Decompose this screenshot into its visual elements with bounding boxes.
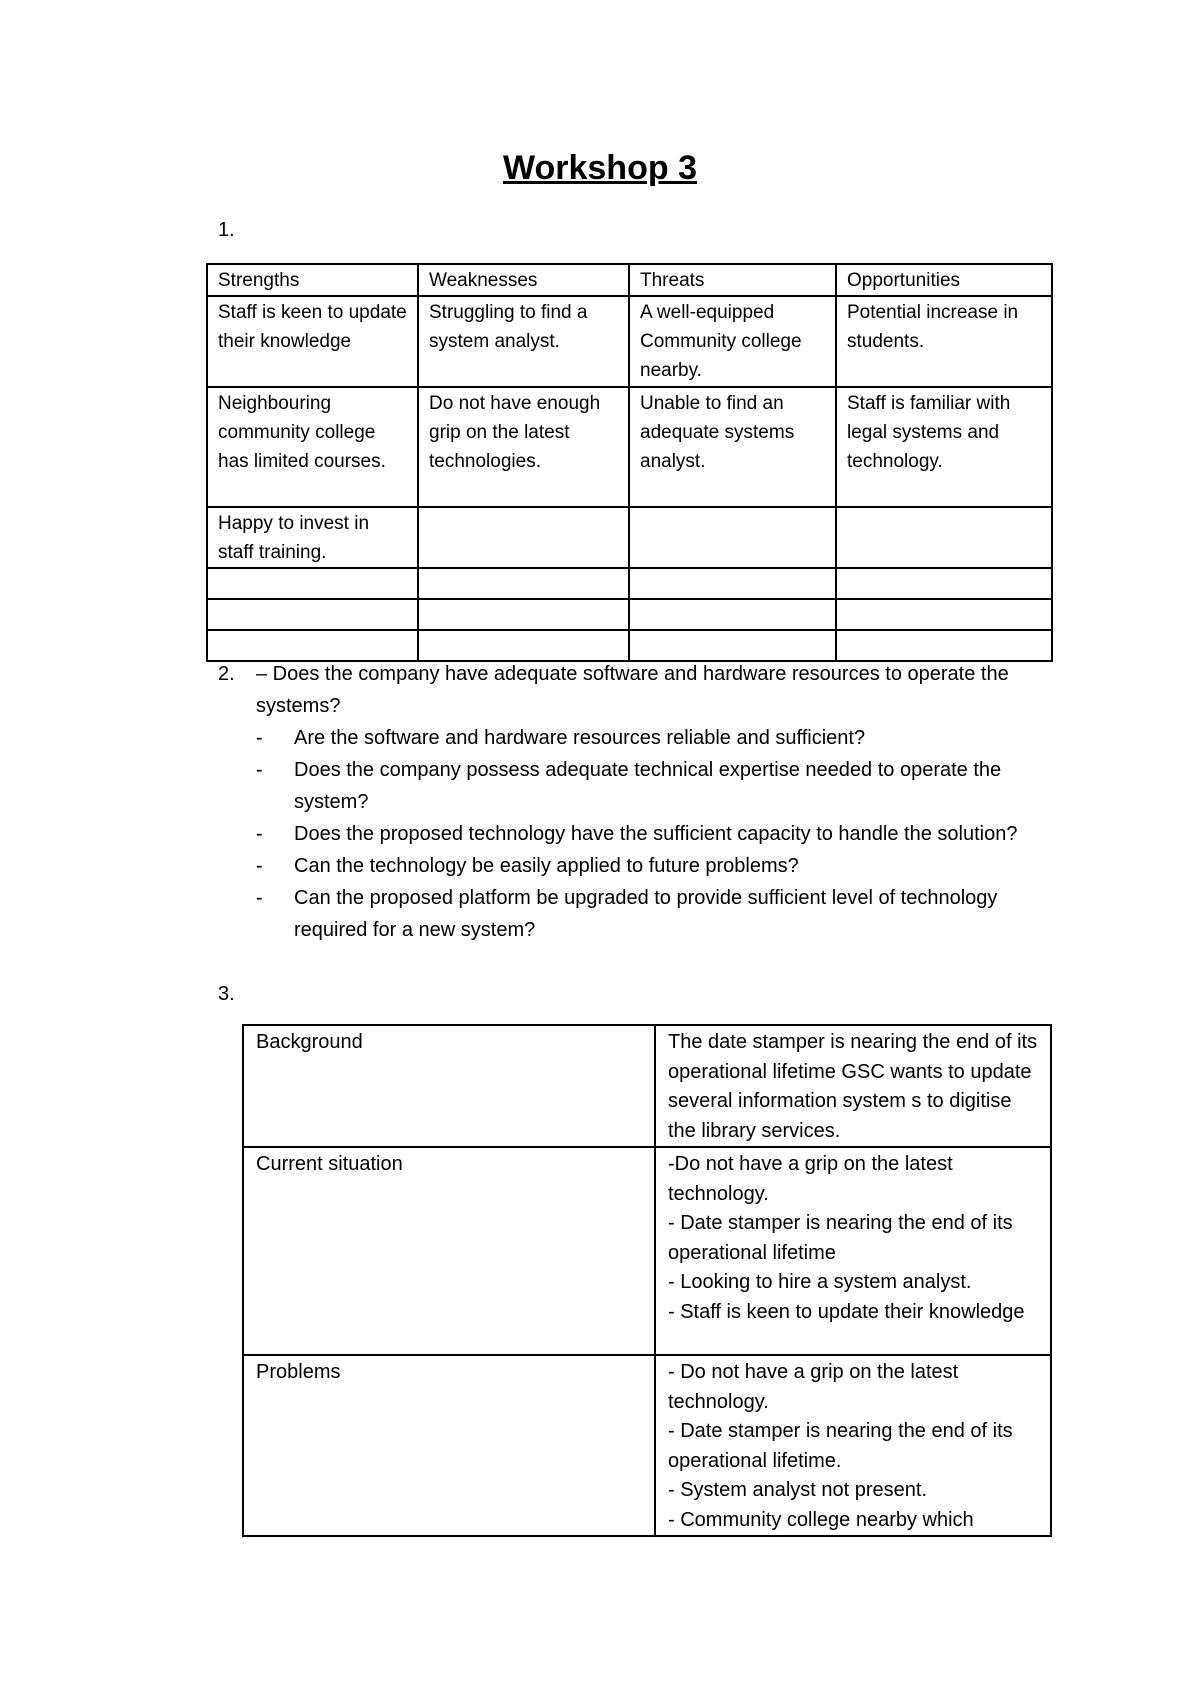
- table-row: [243, 1025, 1051, 1147]
- table-row: [243, 1147, 1051, 1355]
- row-text-problems: [655, 1355, 1051, 1536]
- line: - Looking to hire a system analyst.: [668, 1271, 972, 1293]
- row-text-background: The date stamper is nearing the end of its operational lifetime GSC wants to update several information system s to digitise the library services.: [655, 1025, 1051, 1147]
- line: - Date stamper is nearing the end of its operational lifetime: [668, 1212, 1013, 1264]
- swot-row: [207, 387, 1052, 507]
- list-item: - Does the company possess adequate technical expertise needed to operate the system?: [256, 754, 1068, 818]
- swot-header-threats: Threats: [629, 264, 836, 296]
- question-2-number: 2.: [218, 663, 235, 685]
- swot-cell: [629, 507, 836, 568]
- swot-cell: Struggling to find a system analyst.: [418, 296, 629, 387]
- line: -Do not have a grip on the latest technology.: [668, 1153, 953, 1205]
- swot-header-strengths: Strengths: [207, 264, 418, 296]
- bullet-marker: -: [256, 759, 263, 781]
- swot-cell: A well-equipped Community college nearby.: [629, 296, 836, 387]
- swot-cell: Staff is familiar with legal systems and technology.: [836, 387, 1052, 507]
- list-item: - Can the technology be easily applied to future problems?: [256, 850, 1068, 882]
- question-3-number: 3.: [218, 983, 235, 1005]
- line: - System analyst not present.: [668, 1479, 928, 1501]
- swot-header-opportunities: Opportunities: [836, 264, 1052, 296]
- table-row: [243, 1355, 1051, 1536]
- line: - Do not have a grip on the latest technology.: [668, 1361, 959, 1413]
- row-label-problems: Problems: [243, 1355, 655, 1536]
- swot-cell: Happy to invest in staff training.: [207, 507, 418, 568]
- bullet-marker: -: [256, 727, 263, 749]
- line: - Date stamper is nearing the end of its operational lifetime.: [668, 1420, 1013, 1472]
- swot-cell: Unable to find an adequate systems analyst.: [629, 387, 836, 507]
- row-label-background: Background: [243, 1025, 655, 1147]
- swot-cell: Do not have enough grip on the latest technologies.: [418, 387, 629, 507]
- row-label-current-situation: Current situation: [243, 1147, 655, 1355]
- swot-header-row: [207, 264, 1052, 296]
- question-2-content: [218, 658, 1068, 946]
- list-item: - Can the proposed platform be upgraded to provide sufficient level of technology required for a new system?: [256, 882, 1068, 946]
- line: - Staff is keen to update their knowledge: [668, 1300, 1025, 1323]
- question-2-lead: – Does the company have adequate software and hardware resources to operate the systems?: [256, 663, 1009, 717]
- page-title: Workshop 3: [503, 149, 697, 187]
- swot-empty-row: [207, 630, 1052, 661]
- row-text-current-situation: [655, 1147, 1051, 1355]
- swot-row: [207, 296, 1052, 387]
- line: - Community college nearby which: [668, 1508, 974, 1531]
- swot-cell: [418, 507, 629, 568]
- swot-header-weaknesses: Weaknesses: [418, 264, 629, 296]
- bullet-marker: -: [256, 887, 263, 909]
- swot-empty-row: [207, 599, 1052, 630]
- swot-cell: [836, 507, 1052, 568]
- question-1-number: 1.: [218, 219, 235, 241]
- swot-table: [206, 263, 1053, 662]
- list-item: - Are the software and hardware resources reliable and sufficient?: [256, 722, 1068, 754]
- swot-cell: Staff is keen to update their knowledge: [207, 296, 418, 387]
- swot-row: [207, 507, 1052, 568]
- context-table: [242, 1024, 1052, 1537]
- question-2-bullets: [218, 722, 1068, 946]
- swot-cell: Neighbouring community college has limited courses.: [207, 387, 418, 507]
- list-item: - Does the proposed technology have the sufficient capacity to handle the solution?: [256, 818, 1068, 850]
- bullet-marker: -: [256, 855, 263, 877]
- swot-cell: Potential increase in students.: [836, 296, 1052, 387]
- swot-empty-row: [207, 568, 1052, 599]
- bullet-marker: -: [256, 823, 263, 845]
